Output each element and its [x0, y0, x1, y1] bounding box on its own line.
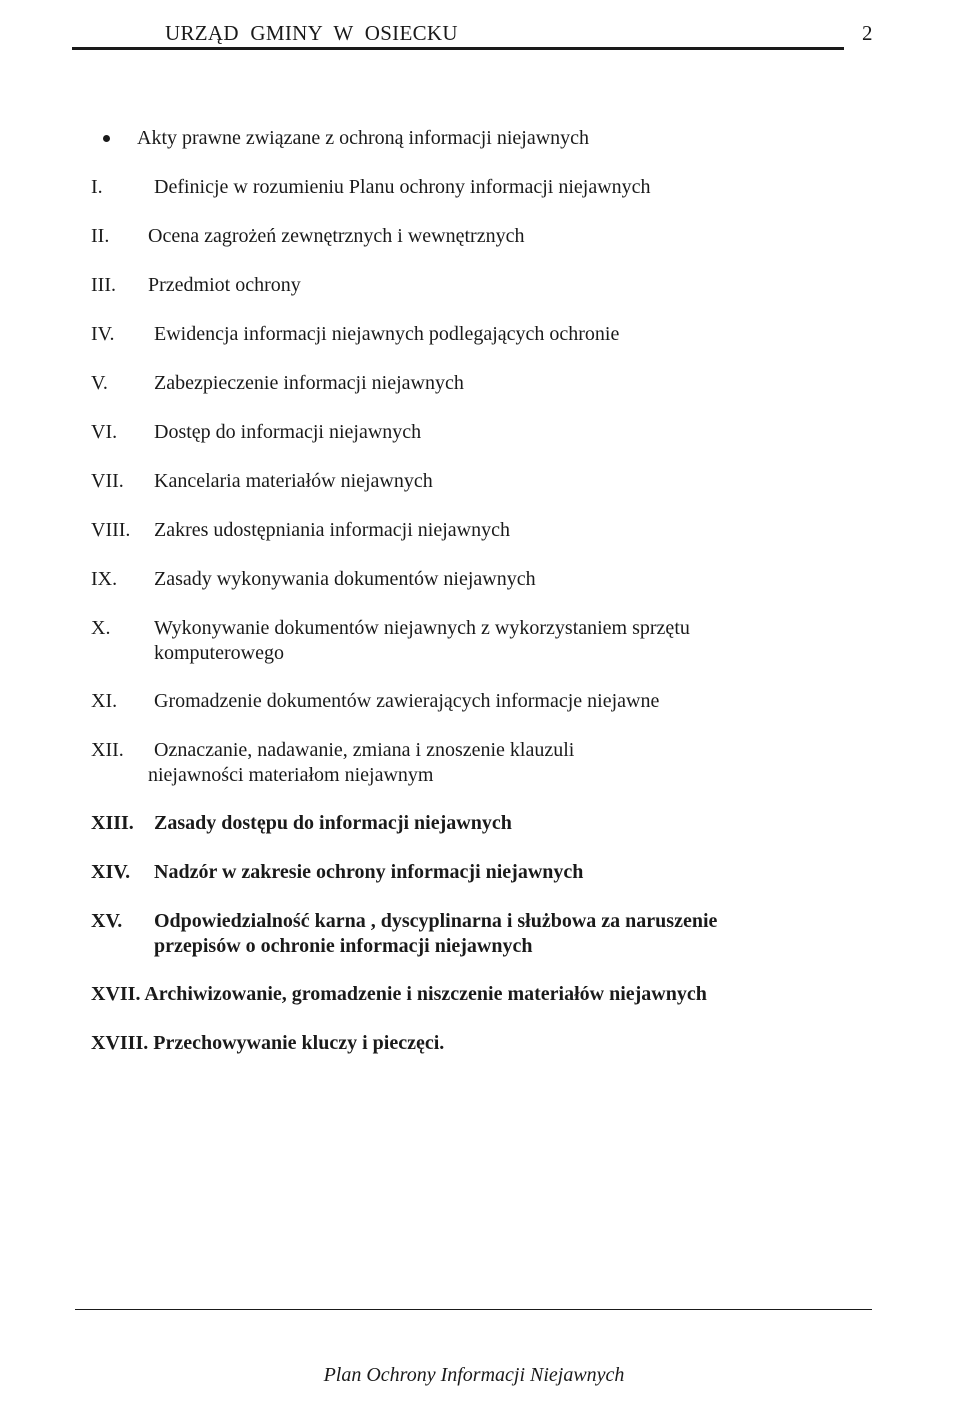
toc-item-number: VI.	[91, 421, 118, 443]
header-title: URZĄD GMINY W OSIECKU	[165, 21, 458, 45]
toc-item-number: VII.	[91, 470, 124, 492]
toc-item-number: X.	[91, 617, 111, 639]
toc-item-number: II.	[91, 225, 110, 247]
toc-item-number: V.	[91, 372, 108, 394]
toc-item-text-line1: Oznaczanie, nadawanie, zmiana i znoszenie klauzuli	[154, 739, 575, 761]
toc-item-number: III.	[91, 274, 116, 296]
toc-item-text: Zakres udostępniania informacji niejawnych	[154, 519, 510, 541]
toc-item-text-line2: komputerowego	[154, 642, 284, 664]
toc-item-text: Zasady dostępu do informacji niejawnych	[154, 812, 512, 834]
toc-item-text: Ocena zagrożeń zewnętrznych i wewnętrznych	[148, 225, 525, 247]
toc-item-text-line1: Wykonywanie dokumentów niejawnych z wykorzystaniem sprzętu	[154, 617, 690, 639]
toc-item-text: Kancelaria materiałów niejawnych	[154, 470, 433, 492]
toc-item-text: Przechowywanie kluczy i pieczęci.	[153, 1032, 445, 1054]
toc-item-text-line1: Odpowiedzialność karna , dyscyplinarna i służbowa za naruszenie	[154, 910, 718, 932]
toc-item-number: XI.	[91, 690, 118, 712]
toc-item-text: Zasady wykonywania dokumentów niejawnych	[154, 568, 536, 590]
toc-item-number: XII.	[91, 739, 124, 761]
toc-item-number: XVII.	[91, 983, 141, 1005]
page-header	[0, 0, 960, 60]
page-number: 2	[862, 21, 873, 45]
toc-item-number: IV.	[91, 323, 115, 345]
toc-item-number: XVIII.	[91, 1032, 149, 1054]
toc-item-number: I.	[91, 176, 103, 198]
toc-item-number: XIV.	[91, 861, 131, 883]
toc-item-number: XIII.	[91, 812, 134, 834]
toc-item-number: XV.	[91, 910, 123, 932]
toc-item-text: Definicje w rozumieniu Planu ochrony informacji niejawnych	[154, 176, 651, 198]
toc-item-number: IX.	[91, 568, 118, 590]
toc-item-text: Gromadzenie dokumentów zawierających informacje niejawne	[154, 690, 660, 712]
toc-item-number: VIII.	[91, 519, 131, 541]
toc-item-text-line2: przepisów o ochronie informacji niejawnych	[154, 935, 533, 957]
toc-item-text: Archiwizowanie, gromadzenie i niszczenie materiałów niejawnych	[144, 983, 707, 1005]
header-divider	[72, 47, 844, 50]
toc-item-text: Zabezpieczenie informacji niejawnych	[154, 372, 464, 394]
footer-title: Plan Ochrony Informacji Niejawnych	[323, 1364, 625, 1386]
toc-item-text: Akty prawne związane z ochroną informacji niejawnych	[137, 127, 590, 149]
toc-item-text: Ewidencja informacji niejawnych podlegających ochronie	[154, 323, 620, 345]
bullet-icon	[103, 135, 110, 142]
toc-item-text: Dostęp do informacji niejawnych	[154, 421, 422, 443]
toc-item-text: Przedmiot ochrony	[148, 274, 301, 296]
toc-item-text: Nadzór w zakresie ochrony informacji niejawnych	[154, 861, 584, 883]
toc-item-text-line2: niejawności materiałom niejawnym	[148, 764, 434, 786]
footer-divider	[75, 1309, 872, 1310]
